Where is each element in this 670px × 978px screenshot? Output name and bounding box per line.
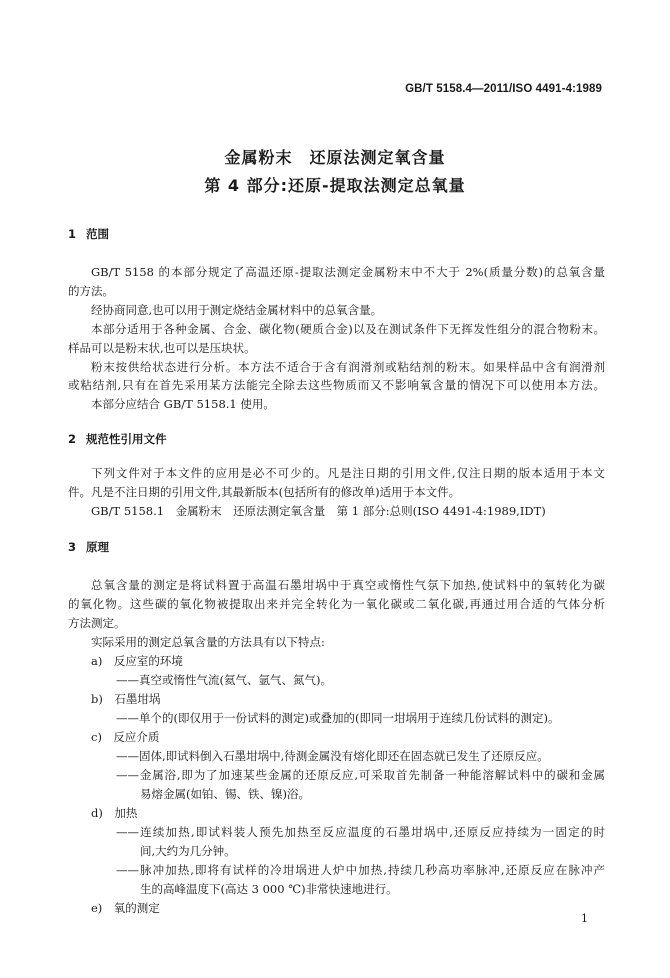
section-title: 原理 bbox=[86, 540, 109, 554]
paragraph-line: 本部分适用于各种金属、合金、碳化物(硬质合金)以及在测试条件下无挥发性组分的混合物粉末。 bbox=[91, 322, 605, 336]
paragraph-line: 总氧含量的测定是将试料置于高温石墨坩埚中于真空或惰性气氛下加热,使试料中的氧转化为碳 bbox=[91, 578, 605, 592]
paragraph-line: 样品可以是粉末状,也可以是压块状。 bbox=[68, 341, 256, 355]
paragraph-line: GB/T 5158 的本部分规定了高温还原-提取法测定金属粉末中不大于 2%(质量分数)的总氧含量 bbox=[91, 265, 605, 279]
section-number: 2 bbox=[68, 432, 77, 446]
list-item-continuation: 生的高峰温度下(高达 3 000 ℃)非常快速地进行。 bbox=[140, 882, 398, 896]
section-1-heading bbox=[68, 226, 109, 242]
title-line-1: 金属粉末 还原法测定氧含量 bbox=[224, 148, 446, 167]
paragraph-line: 件。凡是不注日期的引用文件,其最新版本(包括所有的修改单)适用于本文件。 bbox=[68, 485, 461, 499]
paragraph-line: 经协商同意,也可以用于测定烧结金属材料中的总氧含量。 bbox=[91, 303, 383, 317]
paragraph-line: 粉末按供给状态进行分析。本方法不适合于含有润滑剂或粘结剂的粉末。如果样品中含有润滑剂 bbox=[91, 360, 605, 374]
paragraph-line: 下列文件对于本文件的应用是必不可少的。凡是注日期的引用文件,仅注日期的版本适用于本文 bbox=[91, 466, 605, 480]
list-item-continuation: 易熔金属(如铂、锡、铁、镍)浴。 bbox=[140, 787, 310, 801]
title-line-2: 第 4 部分:还原-提取法测定总氧量 bbox=[204, 176, 466, 195]
section-3-heading bbox=[68, 539, 109, 555]
paragraph-line: 的氧化物。这些碳的氧化物被提取出来并完全转化为一氧化碳或二氧化碳,再通过用合适的气体分析 bbox=[68, 597, 605, 611]
paragraph-line: 方法测定。 bbox=[68, 616, 126, 630]
section-number: 3 bbox=[68, 540, 77, 554]
list-item-heading: d) 加热 bbox=[91, 806, 138, 820]
list-item-dash: ——脉冲加热,即将有试样的冷坩埚进人炉中加热,持续几秒高功率脉冲,还原反应在脉冲产 bbox=[116, 863, 605, 877]
section-title: 规范性引用文件 bbox=[86, 432, 167, 446]
list-item-dash: ——连续加热,即试料装人预先加热至反应温度的石墨坩埚中,还原反应持续为一固定的时 bbox=[116, 825, 605, 839]
list-item-heading: a) 反应室的环境 bbox=[91, 654, 183, 668]
list-item-heading: e) 氧的测定 bbox=[91, 901, 160, 915]
standard-code: GB/T 5158.4—2011/ISO 4491-4:1989 bbox=[405, 83, 602, 95]
list-item-dash: ——金属浴,即为了加速某些金属的还原反应,可采取首先制备一种能溶解试料中的碳和金属 bbox=[116, 768, 605, 782]
list-item-dash: ——单个的(即仅用于一份试料的测定)或叠加的(即同一坩埚用于连续几份试料的测定)。 bbox=[116, 711, 560, 725]
section-title: 范围 bbox=[86, 227, 109, 241]
reference-entry: GB/T 5158.1 金属粉末 还原法测定氧含量 第 1 部分:总则(ISO 4491-4:1989,IDT) bbox=[91, 504, 546, 518]
paragraph-line: 实际采用的测定总氧含量的方法具有以下特点: bbox=[91, 635, 325, 649]
section-number: 1 bbox=[68, 227, 77, 241]
list-item-heading: c) 反应介质 bbox=[91, 730, 160, 744]
list-item-heading: b) 石墨坩埚 bbox=[91, 692, 161, 706]
list-item-dash: ——真空或惰性气流(氦气、氩气、氮气)。 bbox=[116, 673, 332, 687]
paragraph-line: 或粘结剂,只有在首先采用某方法能完全除去这些物质而又不影响氧含量的情况下可以使用本方法。 bbox=[68, 378, 605, 392]
list-item-continuation: 间,大约为几分钟。 bbox=[140, 844, 236, 858]
section-2-heading bbox=[68, 431, 167, 447]
page-number: 1 bbox=[581, 912, 588, 925]
paragraph-line: 本部分应结合 GB/T 5158.1 使用。 bbox=[91, 397, 275, 411]
list-item-dash: ——固体,即试料倒入石墨坩埚中,待测金属没有熔化即还在固态就已发生了还原反应。 bbox=[116, 749, 549, 763]
paragraph-line: 的方法。 bbox=[68, 284, 114, 298]
